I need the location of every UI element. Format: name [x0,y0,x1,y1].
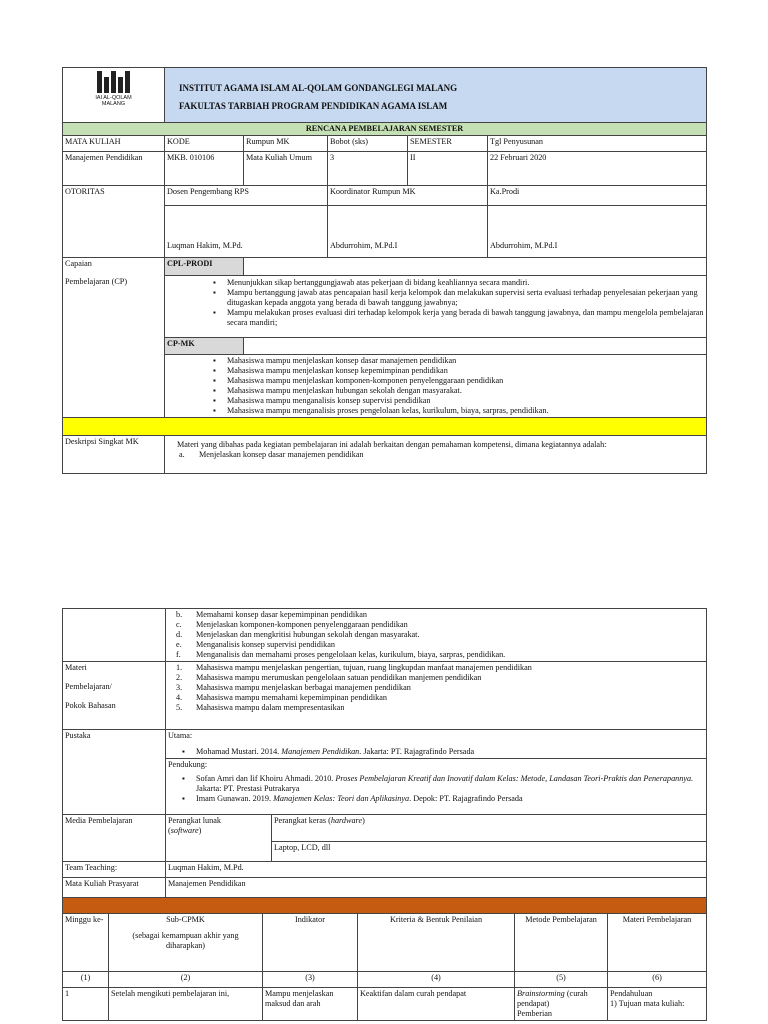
course-code: MKB. 010106 [165,152,244,186]
list-item: ▪ Mahasiswa mampu menganalisis proses pengelolaan kelas, kurikulum, biaya, sarpras, pendidikan. [213,406,704,416]
kaprodi-name: Abdurrohim, M.Pd.I [488,206,707,258]
list-item: ▪ Mahasiswa mampu menjelaskan hubungan sekolah dengan masyarakat. [213,386,704,396]
col-num: (4) [358,972,515,988]
rps-top-section [62,67,706,474]
prasyarat-label: Mata Kuliah Prasyarat [63,878,166,898]
col-indikator: Indikator [263,914,358,972]
deskripsi-label: Deskripsi Singkat MK [63,436,165,474]
list-item: ▪ Menunjukkan sikap bertanggungjawab atas pekerjaan di bidang keahliannya secara mandiri. [213,278,704,288]
list-item: ▪ Imam Gunawan. 2019. Manajemen Kelas: Teori dan Aplikasinya. Depok: PT. Rajagrafindo Persada [182,794,704,804]
course-bobot: 3 [328,152,408,186]
cpmk-list [213,356,704,416]
course-header-bobot: Bobot (sks) [328,136,408,152]
cpl-list [213,278,704,328]
deskripsi-cell [165,436,707,474]
media-label: Media Pembelajaran [63,815,166,862]
pustaka-utama-label: Utama: [168,731,193,740]
list-item: ▪ Sofan Amri dan Iif Khoiru Ahmadi. 2010. Proses Pembelajaran Kreatif dan Inovatif dalam Kelas: Metode, Landasan Teori-Praktis dan Penerapannya. Jakarta: PT. Prestasi Putrakarya [182,774,704,794]
col-minggu: Minggu ke- [63,914,109,972]
pustaka-utama-cell [166,730,707,759]
list-item: ▪ Mahasiswa mampu menganalisis konsep supervisi pendidikan [213,396,704,406]
materi-list-cell [166,662,707,730]
cpl-list-cell [165,276,707,338]
list-item: b. Memahami konsep dasar kepemimpinan pendidikan [176,610,367,619]
koordinator-label: Koordinator Rumpun MK [328,186,488,206]
course-date: 22 Februari 2020 [488,152,707,186]
materi-label-cell [63,662,166,730]
koordinator-name: Abdurrohim, M.Pd.I [328,206,488,258]
institute-header [165,68,707,123]
pustaka-label: Pustaka [63,730,166,815]
list-item: 2. Mahasiswa mampu merumuskan pengelolaan satuan pendidikan manjemen pendidikan [176,673,482,682]
week-sub-cpmk: Setelah mengikuti pembelajaran ini, [109,988,263,1021]
capaian-label-cell [63,258,165,418]
cpl-prodi-label: CPL-PRODI [165,258,244,276]
deskripsi-continued [166,609,707,662]
list-item: ▪ Mahasiswa mampu menjelaskan konsep dasar manajemen pendidikan [213,356,704,366]
list-item: ▪ Mahasiswa mampu menjelaskan konsep kepemimpinan pendidikan [213,366,704,376]
week-number: 1 [63,988,109,1021]
course-name: Manajemen Pendidikan [63,152,165,186]
materi-label-2: Pembelajaran/ [65,682,112,691]
software-cell: Perangkat lunak (software) [166,815,272,862]
list-item: 1. Mahasiswa mampu menjelaskan pengertian, tujuan, ruang lingkupdan manfaat manajemen pendidikan [176,663,532,672]
team-teaching-label: Team Teaching: [63,862,166,878]
course-header-semester: SEMESTER [408,136,488,152]
materi-label-3: Pokok Bahasan [65,701,116,710]
document-title: RENCANA PEMBELAJARAN SEMESTER [63,123,707,136]
week-materi: Pendahuluan 1) Tujuan mata kuliah: [608,988,707,1021]
faculty-name: FAKULTAS TARBIAH PROGRAM PENDIDIKAN AGAMA ISLAM [179,101,448,111]
week-kriteria: Keaktifan dalam curah pendapat [358,988,515,1021]
col-num: (1) [63,972,109,988]
course-rumpun: Mata Kuliah Umum [244,152,328,186]
prasyarat-value: Manajemen Pendidikan [166,878,707,898]
col-num: (5) [515,972,608,988]
institute-name: INSTITUT AGAMA ISLAM AL-QOLAM GONDANGLEGI MALANG [179,83,458,93]
list-item: 4. Mahasiswa mampu memahami kepemimpinan pendidikan [176,693,387,702]
materi-label: Materi [65,663,87,672]
hardware-value: Laptop, LCD, dll [272,842,707,862]
course-semester: II [408,152,488,186]
hardware-label-cell: Perangkat keras (hardware) [272,815,707,842]
deskripsi-intro: Materi yang dibahas pada kegiatan pembelajaran ini adalah berkaitan dengan pemahaman kompetensi, dimana kegiatannya adalah: [177,440,607,449]
col-num: (3) [263,972,358,988]
rps-bottom-section [62,608,706,1021]
cpmk-list-cell [165,355,707,418]
list-item: 3. Mahasiswa mampu menjelaskan berbagai manajemen pendidikan [176,683,411,692]
logo-cell [63,68,165,123]
week-metode: Brainstorming (curah pendapat) Pemberian [515,988,608,1021]
pustaka-pendukung-cell [166,759,707,815]
list-item: e. Menganalisis konsep supervisi pendidikan [176,640,335,649]
col-materi: Materi Pembelajaran [608,914,707,972]
cpmk-label: CP-MK [165,338,244,355]
list-item: f. Menganalisis dan memahami proses pengelolaan kelas, kurikulum, biaya, sarpras, pendidikan. [176,650,506,659]
kaprodi-label: Ka.Prodi [488,186,707,206]
orange-separator [63,898,707,914]
list-item: c. Menjelaskan komponen-komponen penyelenggaraan pendidikan [176,620,408,629]
week-indikator: Mampu menjelaskan maksud dan arah [263,988,358,1021]
yellow-separator [63,418,707,436]
list-item: ▪ Mahasiswa mampu menjelaskan komponen-komponen penyelenggaraan pendidikan [213,376,704,386]
pustaka-pendukung-label: Pendukung: [168,760,208,769]
list-item: 5. Mahasiswa mampu dalam mempresentasikan [176,703,345,712]
otoritas-label: OTORITAS [63,186,165,258]
logo-caption: IAI AL-QOLAM MALANG [95,95,132,107]
col-metode: Metode Pembelajaran [515,914,608,972]
institute-logo [91,71,137,119]
list-item: ▪ Mampu melakukan proses evaluasi diri terhadap kelompok kerja yang berada di bawah tanggung jawabnya, dan mampu mengelola pembelajaran secara mandiri; [213,308,704,328]
dosen-label: Dosen Pengembang RPS [165,186,328,206]
course-header-mk: MATA KULIAH [63,136,165,152]
deskripsi-item: a. Menjelaskan konsep dasar manajemen pendidikan [179,450,364,459]
course-header-rumpun: Rumpun MK [244,136,328,152]
course-header-kode: KODE [165,136,244,152]
col-sub-cpmk: Sub-CPMK (sebagai kemampuan akhir yang diharapkan) [109,914,263,972]
list-item: d. Menjelaskan dan mengkritisi hubungan sekolah dengan masyarakat. [176,630,420,639]
team-teaching-value: Luqman Hakim, M.Pd. [166,862,707,878]
capaian-label: Capaian [65,259,92,268]
dosen-name: Luqman Hakim, M.Pd. [165,206,328,258]
col-num: (2) [109,972,263,988]
list-item: ▪ Mohamad Mustari. 2014. Manajemen Pendidikan. Jakarta: PT. Rajagrafindo Persada [182,747,704,757]
capaian-label-cp: Pembelajaran (CP) [65,277,128,286]
course-header-tgl: Tgl Penyusunan [488,136,707,152]
col-kriteria: Kriteria & Bentuk Penilaian [358,914,515,972]
col-num: (6) [608,972,707,988]
list-item: ▪ Mampu bertanggung jawab atas pencapaian hasil kerja kelompok dan melakukan supervisi serta evaluasi terhadap penyelesaian pekerjaan yang ditugaskan kepada anggota yang berada di bawah tanggung jawabnya; [213,288,704,308]
